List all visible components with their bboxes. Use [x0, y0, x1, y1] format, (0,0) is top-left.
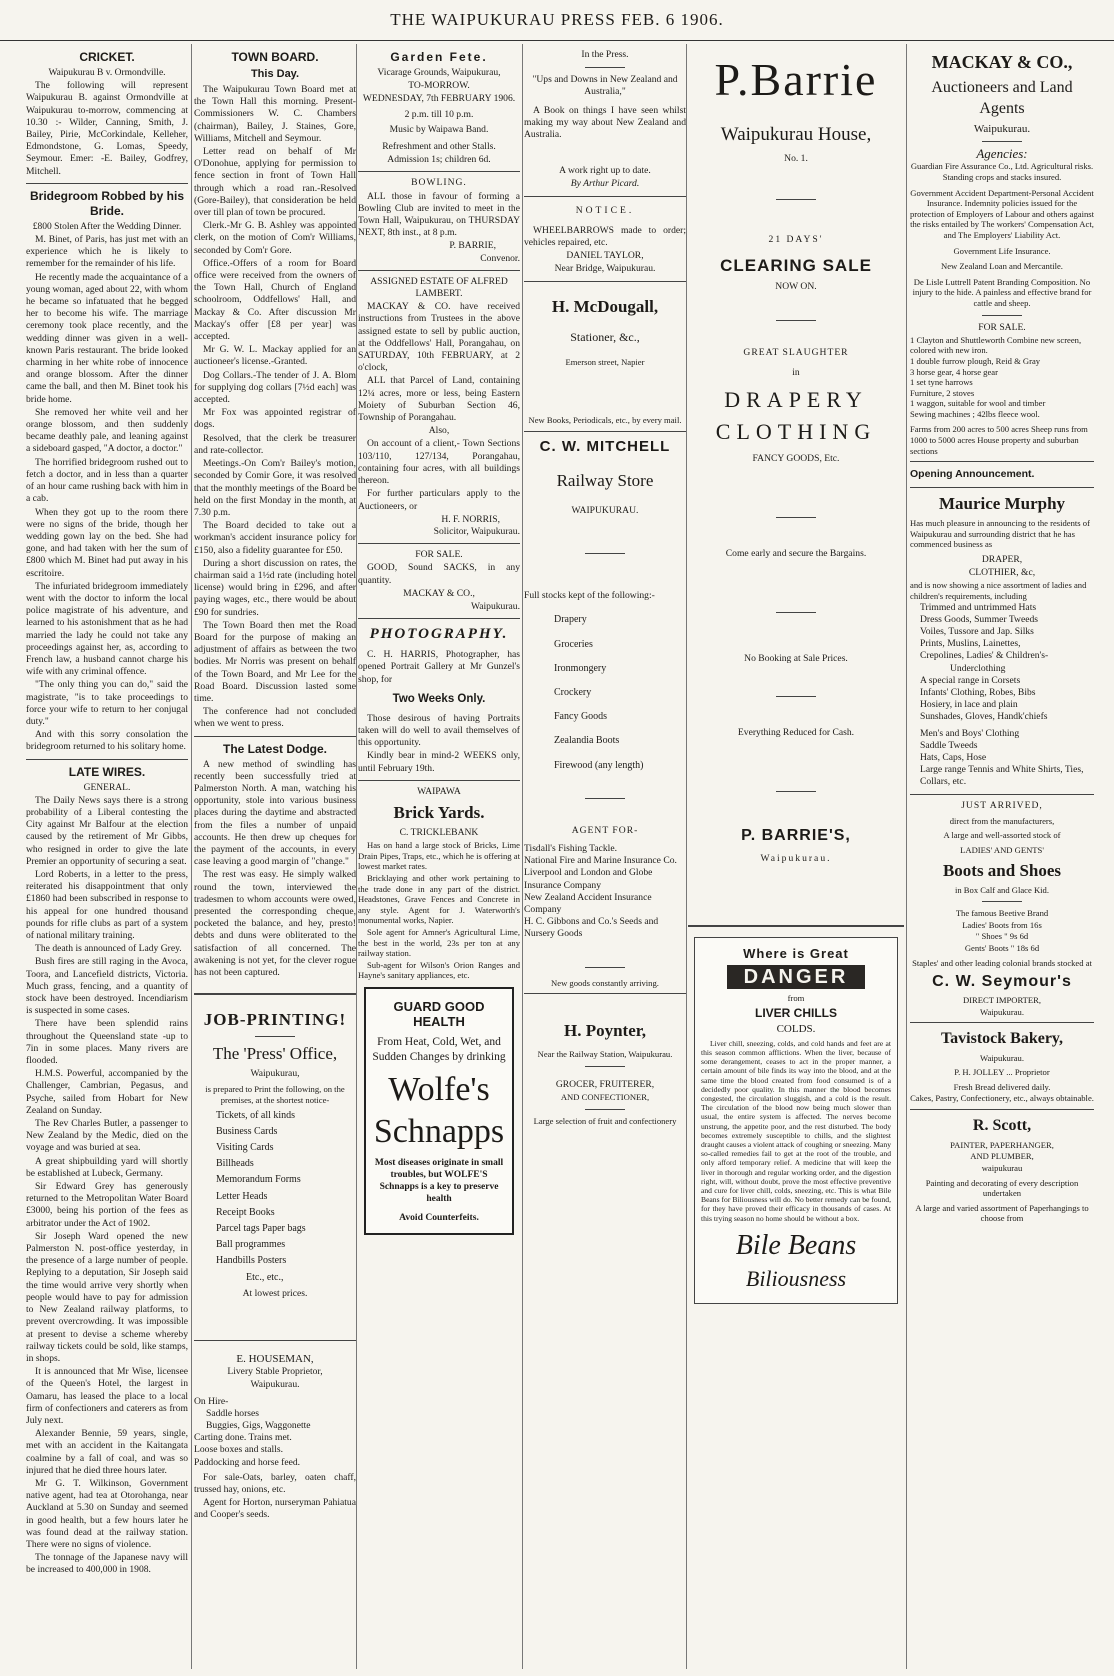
inpress-heading: In the Press. [581, 49, 629, 60]
list-item: 1 waggon, suitable for wool and timber [910, 398, 1046, 409]
article-paragraph: Meetings.-On Com'r Bailey's motion, seconded by Comir Gore, it was resolved that the monthly meetings of the Board be held on the first Monday in the month, at 7.30 p.m. [194, 458, 356, 518]
large-stock: A large and well-assorted stock of [943, 830, 1061, 841]
list-item: Hats, Caps, Hose [920, 752, 987, 764]
great-slaughter: GREAT SLAUGHTER [743, 346, 849, 358]
press-intro: is prepared to Print the following, on the premises, at the shortest notice- [205, 1084, 345, 1106]
sale-body: GOOD, Sound SACKS, in any quantity. [358, 562, 520, 586]
in-word: in [792, 366, 800, 378]
masthead: THE WAIPUKURAU PRESS FEB. 6 1906. [0, 0, 1114, 41]
clearing-sale: CLEARING SALE [720, 256, 872, 276]
article-paragraph: The rest was easy. He simply walked round the town, interviewed the tradesmen to whom accounts were owed, presented the corresponding cheque, pocketed the balance, and hey, presto! debts and duns were obliterated to the satisfaction of all concerned. The awakening is not yet, for the clever rogue has not been captured. [194, 869, 356, 979]
divider [910, 461, 1094, 462]
article-paragraph: Mr G. W. L. Mackay applied for an auctioneer's license.-Granted. [194, 344, 356, 368]
column-notices [358, 48, 520, 1670]
list-item: Sewing machines ; 42lbs fleece wool. [910, 408, 1040, 419]
agencies-para: Government Accident Department-Personal Accident Insurance. Indemnity policies issued for the protection of Employers of Labour and others against the risks entailed by The workers' Compensation Act, and The Employers' Liability Act. [910, 187, 1094, 240]
mitchell-store: Railway Store [556, 471, 654, 491]
inpress-date: A work right up to date. [559, 165, 651, 177]
houseman-sale: For sale-Oats, barley, oaten chaff, trussed hay, onions, etc. [194, 1471, 356, 1496]
cures-from: from [787, 993, 805, 1004]
article-paragraph: It is announced that Mr Wise, licensee of the Queen's Hotel, the largest in Oamaru, has leased the place to a local firm of confectioners and caterers as from July next. [26, 1366, 188, 1426]
poynter-place: Near the Railway Station, Waipukurau. [537, 1049, 673, 1060]
murphy-trade: CLOTHIER, &c, [968, 567, 1036, 579]
photo-mind: Kindly bear in mind-2 WEEKS only, until February 19th. [358, 750, 520, 774]
wires-heading: LATE WIRES. [68, 764, 146, 779]
divider [910, 1109, 1094, 1110]
divider [688, 925, 904, 927]
wolfe-schnapps-ad [364, 987, 514, 1235]
divider [255, 1036, 295, 1037]
list-item: Handbills Posters [216, 1255, 287, 1267]
mcdougall-heading: H. McDougall, [551, 296, 659, 316]
list-item: Trimmed and untrimmed Hats [920, 601, 1037, 613]
seymour-heading: C. W. Seymour's [932, 973, 1072, 991]
inpress-body: A Book on things I have seen whilst making my way about New Zealand and Australia. [524, 104, 686, 141]
list-item: Groceries [554, 638, 593, 650]
wolfe-note: Most diseases originate in small troubles, but WOLFE'S Schnapps is a key to preserve health [374, 1157, 504, 1205]
brand-line: The famous Beetive Brand [955, 908, 1049, 919]
ladies-gents: LADIES' AND GENTS' [960, 845, 1044, 856]
brick-para: Bricklaying and other work pertaining to the trade done in any part of the district. Headstones, Grave Fences and Concrete in any style. Agent for J. Waterworth's monumental works, Napier. [358, 872, 520, 926]
houseman-trade: Livery Stable Proprietor, [227, 1366, 323, 1378]
cricket-body: The following will represent Waipukurau B. against Ormondville at Waipukurau to-morrow, commencing at 10.30 :- Wilder, Canning, Smith, J. Bailey, Pirie, McCorkindale, Kelleher, Edmondstone, G. Lomas, Speedy, Seymour. Emer: -E. Bailey, Godfrey, Mitchell. [26, 80, 188, 177]
divider [776, 320, 816, 321]
list-item: New Zealand Accident Insurance Company [524, 891, 652, 916]
list-item: Drapery [554, 614, 587, 626]
sale-sign: MACKAY & CO., [403, 587, 475, 599]
article-paragraph: There have been splendid rains throughout the Queensland state -up to 7in in some places. Many rivers are flooded. [26, 1018, 188, 1067]
article-paragraph: She removed her white veil and her orange blossom, and then suddenly became deathly pale, and leaning against a sideboard gasped, "A doctor, a doctor." [26, 406, 188, 455]
scott-assortment: A large and varied assortment of Paperhangings to choose from [915, 1202, 1089, 1224]
barries-town: Waipukurau. [760, 852, 832, 864]
price-line: Gents' Boots " 18s 6d [964, 943, 1040, 954]
mitchell-full: Full stocks kept of the following:- [524, 590, 655, 602]
notice-sign: DANIEL TAYLOR, [566, 250, 644, 262]
opening-heading: Opening Announcement. [910, 468, 1035, 481]
list-item: Billheads [216, 1158, 254, 1170]
article-paragraph: The conference had not concluded when we went to press. [194, 706, 356, 730]
article-paragraph: Lord Roberts, in a letter to the press, reiterated his disappointment that only £1860 had been subscribed in response to his appeal for one hundred thousand pounds for rifle clubs as part of a system of national military training. [26, 868, 188, 941]
list-item: Voiles, Tussore and Jap. Silks [920, 626, 1034, 638]
list-item: Tickets, of all kinds [216, 1109, 296, 1121]
article-paragraph: When they got up to the room there were no signs of the bride, though her wedding gown lay on the bed. She had gone, and had taken with her the sum of £800 which M. Binet had put away in his escritoire. [26, 506, 188, 579]
bowling-heading: BOWLING. [411, 177, 467, 189]
wolfe-from: From Heat, Cold, Wet, and Sudden Changes by drinking [372, 1035, 506, 1063]
brick-place: WAIPAWA [417, 785, 461, 797]
scott-painting: Painting and decorating of every description undertaken [925, 1177, 1079, 1199]
divider [776, 696, 816, 697]
estate-heading: ASSIGNED ESTATE OF ALFRED LAMBERT. [370, 275, 508, 300]
divider [358, 618, 520, 619]
column-trade [524, 48, 686, 1670]
divider [585, 1066, 625, 1067]
barrie-house: Waipukurau House, [720, 124, 872, 145]
list-item: Paddocking and horse feed. [194, 1456, 301, 1468]
murphy-showing: and is now showing a nice assortment of ladies and children's requirements, including [910, 580, 1087, 602]
divider [26, 759, 188, 760]
photo-desire: Those desirous of having Portraits taken will do well to avail themselves of this opportunity. [358, 712, 520, 749]
drapery-word: DRAPERY [724, 387, 868, 413]
sale-days: 21 DAYS' [768, 234, 824, 246]
article-paragraph: M. Binet, of Paris, has just met with an experience which he is likely to remember for the remainder of his life. [26, 234, 188, 270]
forsale-heading: FOR SALE. [978, 321, 1026, 333]
fete-time: 2 p.m. till 10 p.m. [404, 108, 474, 120]
cures-colds: COLDS. [776, 1022, 816, 1035]
list-item: Tisdall's Fishing Tackle. [524, 843, 618, 855]
price-line: " Shoes " 9s 6d [975, 931, 1029, 942]
brick-para: Sub-agent for Wilson's Orion Ranges and Hayne's sanitary appliances, etc. [358, 959, 520, 981]
estate-sign: H. F. NORRIS, [441, 513, 500, 525]
list-item: Saddle Tweeds [920, 739, 978, 751]
notice-body: WHEELBARROWS made to order; vehicles repaired, etc. [524, 224, 686, 249]
wolfe-avoid: Avoid Counterfeits. [399, 1211, 479, 1223]
list-item: National Fire and Marine Insurance Co. [524, 855, 677, 867]
column-rule [191, 44, 192, 1669]
list-item: Memorandum Forms [216, 1174, 301, 1186]
agencies-para: De Lisle Luttrell Patent Branding Composition. No injury to the hide. A painless and effective brand for cattle and sheep. [912, 276, 1092, 308]
wolfe-schnapps: Schnapps [373, 1112, 505, 1150]
just-arrived: JUST ARRIVED, [961, 799, 1043, 811]
article-paragraph: A new method of swindling has recently been successfully tried at Palmerston North. A man, watching his opportunity, stole into various business places during the daytime and abstracted from the files a number of unpaid accounts. He then drew up cheques for the payment of the accounts, in every case leaving a good margin of "change." [194, 758, 356, 868]
list-item: 3 horse gear, 4 horse gear [910, 366, 998, 377]
divider [776, 517, 816, 518]
column-rule [356, 44, 357, 1669]
barries-heading: P. BARRIE'S, [741, 826, 851, 844]
list-item: Firewood (any length) [554, 759, 644, 771]
divider [358, 780, 520, 781]
fete-when: TO-MORROW. [408, 80, 470, 92]
now-on: NOW ON. [775, 281, 817, 293]
staples-line: Staples' and other leading colonial brands stocked at [912, 957, 1092, 968]
scott-plumber: AND PLUMBER, [970, 1151, 1034, 1162]
fete-refresh: Refreshment and other Stalls. [382, 141, 496, 153]
come-early: Come early and secure the Bargains. [725, 548, 867, 560]
article-paragraph: The death is announced of Lady Grey. [35, 943, 182, 955]
list-item: 1 double furrow plough, Reid & Gray [910, 355, 1041, 366]
boots-heading: Boots and Shoes [942, 860, 1062, 880]
houseman-agent: Agent for Horton, nurseryman Pahiatua and Cooper's seeds. [194, 1497, 356, 1521]
agencies-heading: Agencies: [976, 146, 1028, 162]
article-paragraph: The Rev Charles Butler, a passenger to New Zealand by the Medic, died on the voyage and was buried at sea. [26, 1118, 188, 1154]
sale-heading: FOR SALE. [415, 549, 463, 561]
column-mackay [910, 48, 1094, 1670]
photo-weeks: Two Weeks Only. [392, 692, 486, 705]
list-item: Infants' Clothing, Robes, Bibs [920, 687, 1036, 699]
estate-also: Also, [428, 425, 450, 437]
mackay-heading: MACKAY & CO., [931, 52, 1073, 72]
board-heading: TOWN BOARD. [231, 50, 319, 64]
estate-body: MACKAY & CO. have received instructions from Trustees in the above assigned estate to sell by public auction, at the Oddfellows' Hall, Porangahau, on SATURDAY, 10th FEBRUARY, at 2 o'clock, [358, 301, 520, 374]
divider [524, 281, 686, 282]
divider [776, 199, 816, 200]
press-list [194, 1110, 356, 1284]
list-item: Parcel tags Paper bags [216, 1223, 306, 1235]
mcdougall-trade: Stationer, &c., [570, 329, 640, 344]
article-paragraph: Sir Edward Grey has generously returned to the Metropolitan Water Board £3000, being his portion of the fees as arbitrator under the Act of 1902. [26, 1181, 188, 1229]
poynter-heading: H. Poynter, [563, 1021, 646, 1041]
press-end: At lowest prices. [242, 1287, 308, 1299]
seymour-town: Waipukurau. [980, 1006, 1024, 1017]
divider [910, 1022, 1094, 1023]
tavistock-heading: Tavistock Bakery, [940, 1030, 1064, 1048]
article-paragraph: Resolved, that the clerk be treasurer and rate-collector. [194, 432, 356, 456]
inpress-title: "Ups and Downs in New Zealand and Australia," [532, 74, 678, 98]
column-rule [522, 44, 523, 1669]
bile-beans-for: Biliousness [745, 1265, 847, 1291]
list-item: Furniture, 2 stoves [910, 387, 975, 398]
bowling-body: ALL those in favour of forming a Bowling Club are invited to meet in the Town Hall, Waipukurau, on THURSDAY NEXT, 8th inst., at 8 p.m. [358, 190, 520, 239]
article-paragraph: Office.-Offers of a room for Board office were received from the owners of the Town Hall, Church of England schoolroom, Oddfellows' Hall, and Mackay & Co. After discussion Mr Mackay's offer [£8 per year] was accepted. [194, 257, 356, 343]
article-paragraph: And with this sorry consolation the bridegroom returned to his solitary home. [26, 729, 188, 753]
divider [524, 993, 686, 994]
article-paragraph: He recently made the acquaintance of a young woman, aged about 22, with whom he became so infatuated that he begged her to become his wife. The marriage ceremony took place recently, and the wedding dinner was given in a well-known Paris restaurant. The bride looked charming in her white robe of innocence and orange blossom. After the dinner came the ball, and then M. Binet took his bride home. [26, 271, 188, 405]
wolfe-name: Wolfe's [388, 1070, 490, 1108]
divider [776, 612, 816, 613]
tavistock-bread: Fresh Bread delivered daily. [953, 1081, 1051, 1092]
fancy-goods: FANCY GOODS, Etc. [752, 453, 840, 465]
divider [585, 1109, 625, 1110]
sale-town: Waipukurau. [470, 600, 520, 612]
list-item: 1 Clayton and Shuttleworth Combine new screen, colored with new iron. [910, 334, 1082, 356]
murphy-name: Maurice Murphy [938, 494, 1066, 514]
article-paragraph: The Waipukurau Town Board met at the Town Hall this morning. Present-Commissioners W. C. Chambers (chairman), Bailey, J. Staines, Gore, Williams, Mitchell and Seymour. [194, 84, 356, 144]
article-paragraph: Mr G. T. Wilkinson, Government native agent, had tea at Otorohanga, near Auckland at 5.30 on Sunday and seemed in good health, but a few hours later he was found dead at the railway station. There were no signs of violence. [26, 1477, 188, 1550]
fete-date: WEDNESDAY, 7th FEBRUARY 1906. [362, 93, 516, 105]
list-item: A special range in Corsets [920, 674, 1021, 686]
list-item: Loose boxes and stalls. [194, 1444, 283, 1456]
divider [194, 736, 356, 737]
column-rule [906, 44, 907, 1669]
brick-heading: Brick Yards. [393, 802, 485, 822]
press-office-heading: The 'Press' Office, [212, 1044, 338, 1064]
list-item: Business Cards [216, 1125, 278, 1137]
bile-beans-logo: Bile Beans [735, 1229, 857, 1261]
list-item: Liverpool and London and Globe Insurance Company [524, 867, 653, 891]
article-paragraph: The tonnage of the Japanese navy will be increased to 400,000 in 1908. [26, 1552, 188, 1576]
list-item: Letter Heads [216, 1190, 268, 1202]
scott-town: waipukurau [981, 1162, 1023, 1173]
article-paragraph: During a short discussion on rates, the chairman said a 1½d rate (including hotel license) would bring in £296, and after paying wages, etc., there would be about £90 for sundries. [194, 557, 356, 618]
divider [194, 1340, 356, 1341]
photo-heading: PHOTOGRAPHY. [369, 626, 509, 643]
article-paragraph: Mr Fox was appointed registrar of dogs. [194, 407, 356, 431]
houseman-town: Waipukurau. [250, 1379, 300, 1391]
fete-heading: Garden Fete. [390, 50, 488, 64]
cures-body: Liver chill, sneezing, colds, and cold hands and feet are at this season common afflictions. When the liver, because of some derangement, ceases to act in the proper manner, a certain amount of bile finds its way into the blood, and at the same time the blood created from food consumed is of a decidedly poor quality. In this manner the blood becomes congested, the circulation sluggish, and a cold is the result. The circulation of the blood now being much slower than usual, the entire system is affected. The nerves become unstrung, the appetite poor, and the rest disturbed. The body becomes extremely susceptible to chills, and the slightest draught causes a violent attack of coughing or sneezing. Many so-called remedies fail to get at the root of the trouble, and only afford temporary relief. A medicine that will keep the liver in thorough and regular working order, and the digestion right, will, without doubt, prove the most effective preventive and cure for liver chill, colds, sneezing, etc. This is what Bile Beans for Biliousness will do. No better remedy can be found, for they have proved their efficacy in thousands of cases. At this trying season no home should be without a box. [701, 1038, 891, 1223]
list-item: Dress Goods, Summer Tweeds [920, 613, 1038, 625]
murphy-intro: Has much pleasure in announcing to the residents of Waipukurau and surrounding district that he has commenced business as [910, 518, 1090, 550]
list-item: Visiting Cards [216, 1142, 274, 1154]
article-paragraph: Bush fires are still raging in the Avoca, Toora, and Lancefield districts, Victoria. Much grass, fencing, and a quantity of stock have been destroyed. Incendiarism is suspected in some cases. [26, 956, 188, 1017]
list-item: Large range Tennis and White Shirts, Ties, Collars, etc. [920, 764, 1084, 788]
direct-from: direct from the manufacturers, [949, 815, 1055, 826]
article-paragraph: "The only thing you can do," said the magistrate, "is to take proceedings to force your wife to return to her conjugal duty." [26, 679, 188, 727]
cricket-subhead: Waipukurau B v. Ormondville. [48, 68, 166, 78]
list-item: Underclothing [950, 662, 1006, 674]
houseman-name: E. HOUSEMAN, [236, 1353, 314, 1366]
article-paragraph: Sir Joseph Ward opened the new Palmerston N. post-office yesterday, in the presence of a large number of people. Replying to a deputation, Sir Joseph said the time would arrive very shortly when people would have to pay for admission to New Zealand railway platforms, to prevent overcrowding. It was impossible at present to devise a scheme whereby railway tickets could be sold, like stamps, in shops. [26, 1230, 188, 1364]
no-booking: No Booking at Sale Prices. [744, 653, 848, 665]
divider [982, 315, 1022, 316]
article-paragraph: The Board decided to take out a workman's accident insurance policy for £150, also a fidelity guarantee for £50. [194, 520, 356, 556]
mitchell-heading: C. W. MITCHELL [539, 438, 671, 456]
agencies-para: Guardian Fire Assurance Co., Ltd. Agricultural risks. Standing crops and stacks insured. [910, 161, 1094, 182]
houseman-hire: On Hire- [194, 1395, 229, 1407]
list-item: Zealandia Boots [554, 735, 620, 747]
list-item: Carting done. Trains met. [194, 1432, 292, 1444]
mcdougall-books: New Books, Periodicals, etc., by every mail. [528, 415, 682, 426]
agent-new: New goods constantly arriving. [551, 977, 659, 988]
murphy-trade: DRAPER, [981, 554, 1023, 566]
mitchell-list [524, 614, 686, 771]
board-subhead: This Day. [250, 68, 300, 80]
article-paragraph: Letter read on behalf of Mr O'Donohue, applying for permission to fence section in front of Town Hall through which a road ran.-Resolved (Gore-Bailey), that consideration be held over till plan of town be procured. [194, 146, 356, 219]
divider [585, 798, 625, 799]
fete-admission: Admission 1s; children 6d. [387, 154, 491, 166]
tavistock-cakes: Cakes, Pastry, Confectionery, etc., always obtainable. [910, 1093, 1094, 1104]
barrie-logo: P.Barrie [714, 54, 878, 105]
bride-subhead: £800 Stolen After the Wedding Dinner. [32, 221, 182, 232]
article-paragraph: The Town Board then met the Road Board for the purpose of making an adjustment of affairs as between the two bodies. Mr Norris was present on behalf of the Town Board, and Mr Lee for the Road Board. Discussion lasted some time. [194, 619, 356, 704]
fete-music: Music by Waipawa Band. [389, 123, 489, 135]
list-item: Crepolines, Ladies' & Children's- [920, 650, 1049, 662]
bride-heading: Bridegroom Robbed by his Bride. [29, 188, 184, 218]
fete-place: Vicarage Grounds, Waipukurau, [377, 67, 501, 78]
barrie-number: No. 1. [784, 153, 808, 164]
inpress-by: By Arthur Picard. [570, 178, 640, 190]
mackay-trade: Auctioneers and Land Agents [931, 79, 1073, 117]
brick-para: Sole agent for Amner's Agricultural Lime, the best in the world, 23s per ton at any railway station. [358, 926, 520, 959]
cures-heading: Where is Great [743, 946, 849, 962]
forsale-farms: Farms from 200 acres to 500 acres Sheep runs from 1000 to 5000 acres House property and suburban sections [910, 424, 1088, 456]
notice-place: Near Bridge, Waipukurau. [554, 263, 656, 275]
price-line: Ladies' Boots from 16s [962, 919, 1042, 930]
divider [982, 141, 1022, 142]
agencies-para: New Zealand Loan and Mercantile. [941, 261, 1063, 272]
list-item: Hosiery, in lace and plain [920, 699, 1018, 711]
divider [524, 196, 686, 197]
article-paragraph: A great shipbuilding yard will shortly be established at Lubeck, Germany. [26, 1155, 188, 1179]
list-item: Prints, Muslins, Lainettes, [920, 638, 1021, 650]
list-item: Crockery [554, 687, 592, 699]
list-item: Receipt Books [216, 1206, 275, 1218]
agencies-para: Government Life Insurance. [953, 245, 1051, 256]
cricket-heading: CRICKET. [79, 50, 135, 64]
divider [358, 270, 520, 271]
column-barrie [688, 48, 904, 1670]
divider [585, 967, 625, 968]
list-item: Ball programmes [216, 1239, 286, 1251]
mitchell-town: WAIPUKURAU. [571, 505, 639, 517]
list-item: Ironmongery [554, 662, 607, 674]
list-item: Fancy Goods [554, 711, 608, 723]
agent-heading: AGENT FOR- [571, 824, 639, 836]
divider [358, 171, 520, 172]
bowling-role: Convenor. [480, 252, 520, 264]
list-item: H. C. Gibbons and Co.'s Seeds and Nursery Goods [524, 916, 659, 940]
divider [776, 791, 816, 792]
direct-importer: DIRECT IMPORTER, [962, 995, 1042, 1006]
article-paragraph: H.M.S. Powerful, accompanied by the Challenger, Cambrian, Pegasus, and Psyche, sailed from Hobart for New Zealand on Sunday. [26, 1068, 188, 1116]
list-item: 1 set tyne harrows [910, 377, 973, 388]
scott-heading: R. Scott, [972, 1116, 1032, 1134]
boots-sub: in Box Calf and Glace Kid. [954, 884, 1050, 895]
article-paragraph: The horrified bridegroom rushed out to fetch a doctor, and in less than a quarter of an hour came rushing back with him in a cab. [26, 456, 188, 505]
column-news [26, 48, 188, 1670]
poynter-conf: AND CONFECTIONER, [560, 1092, 650, 1103]
mackay-town: Waipukurau. [973, 123, 1031, 135]
cures-liver: LIVER CHILLS [754, 1005, 837, 1020]
wires-subhead: GENERAL. [83, 782, 131, 793]
list-item: Sunshades, Gloves, Handk'chiefs [920, 711, 1048, 723]
divider [585, 67, 625, 68]
tavistock-town: Waipukurau. [980, 1053, 1024, 1064]
brick-para: Has on hand a large stock of Bricks, Lime Drain Pipes, Traps, etc., which he is offering at lowest market rates. [358, 840, 520, 872]
divider [194, 993, 356, 995]
estate-land: ALL that Parcel of Land, containing 12¼ acres, more or less, being Eastern Moiety of Suburban Section 46, Township of Porangahau. [358, 375, 520, 424]
divider [910, 487, 1094, 488]
bile-beans-ad [694, 937, 898, 1304]
list-item: Men's and Boys' Clothing [920, 727, 1020, 739]
clothing-word: CLOTHING [715, 419, 877, 445]
press-town: Waipukurau, [250, 1068, 300, 1080]
divider [524, 431, 686, 432]
divider [982, 901, 1022, 902]
notice-heading: NOTICE. [575, 204, 635, 216]
article-paragraph: Alexander Bennie, 59 years, single, met with an accident in the Kaitangata coalmine by a fall of coal, and was so injured that he died three hours later. [26, 1428, 188, 1476]
brick-owner: C. TRICKLEBANK [399, 826, 479, 838]
poynter-trade: GROCER, FRUITERER, [555, 1078, 655, 1090]
estate-role: Solicitor, Waipukurau. [433, 525, 520, 537]
article-paragraph: Dog Collars.-The tender of J. A. Blom for supplying dog collars [7½d each] was accepted. [194, 369, 356, 406]
divider [585, 553, 625, 554]
cures-danger: DANGER [727, 965, 865, 989]
photo-body: C. H. HARRIS, Photographer, has opened Portrait Gallery at Mr Gunzel's shop, for [358, 649, 520, 685]
wolfe-guard: GUARD GOOD HEALTH [393, 998, 485, 1029]
divider [358, 543, 520, 544]
article-paragraph: Clerk.-Mr G. B. Ashley was appointed clerk, on the motion of Com'r Williams, seconded by Com'r Gore. [194, 220, 356, 256]
tavistock-proprietor: P. H. JOLLEY ... Proprietor [954, 1067, 1050, 1078]
divider [910, 794, 1094, 795]
poynter-selection: Large selection of fruit and confectionery [533, 1115, 677, 1126]
article-paragraph: The Daily News says there is a strong probability of a Liberal contesting the City against Mr Balfour at the election caused by the retirement of Mr Gibbs, who resigned in order to give the late Premier an opportunity of securing a seat. [26, 794, 188, 867]
job-printing-heading: JOB-PRINTING! [203, 1010, 347, 1030]
column-town-board [194, 48, 356, 1670]
estate-further: For further particulars apply to the Auctioneers, or [358, 488, 520, 512]
list-item: Saddle horses [206, 1407, 260, 1419]
divider [26, 183, 188, 184]
dodge-heading: The Latest Dodge. [222, 741, 327, 756]
scott-trade: PAINTER, PAPERHANGER, [950, 1139, 1054, 1150]
estate-client: On account of a client,- Town Sections 103/110, 127/134, Porangahau, containing four acres, with all buildings thereon. [358, 438, 520, 487]
list-item: Etc., etc., [246, 1271, 284, 1283]
mcdougall-address: Emerson street, Napier [565, 356, 645, 367]
bowling-sign: P. BARRIE, [449, 240, 496, 252]
list-item: Buggies, Gigs, Waggonette [206, 1420, 311, 1432]
column-rule [686, 44, 687, 1669]
article-paragraph: The infuriated bridegroom immediately went with the doctor to inform the local police magistrate of his adventure, and learned to his astonishment that as he had married the lady he could not take any proceedings against her, as, according to French law, a husband cannot charge his wife with any criminal offence. [26, 580, 188, 678]
reduced: Everything Reduced for Cash. [737, 726, 855, 738]
